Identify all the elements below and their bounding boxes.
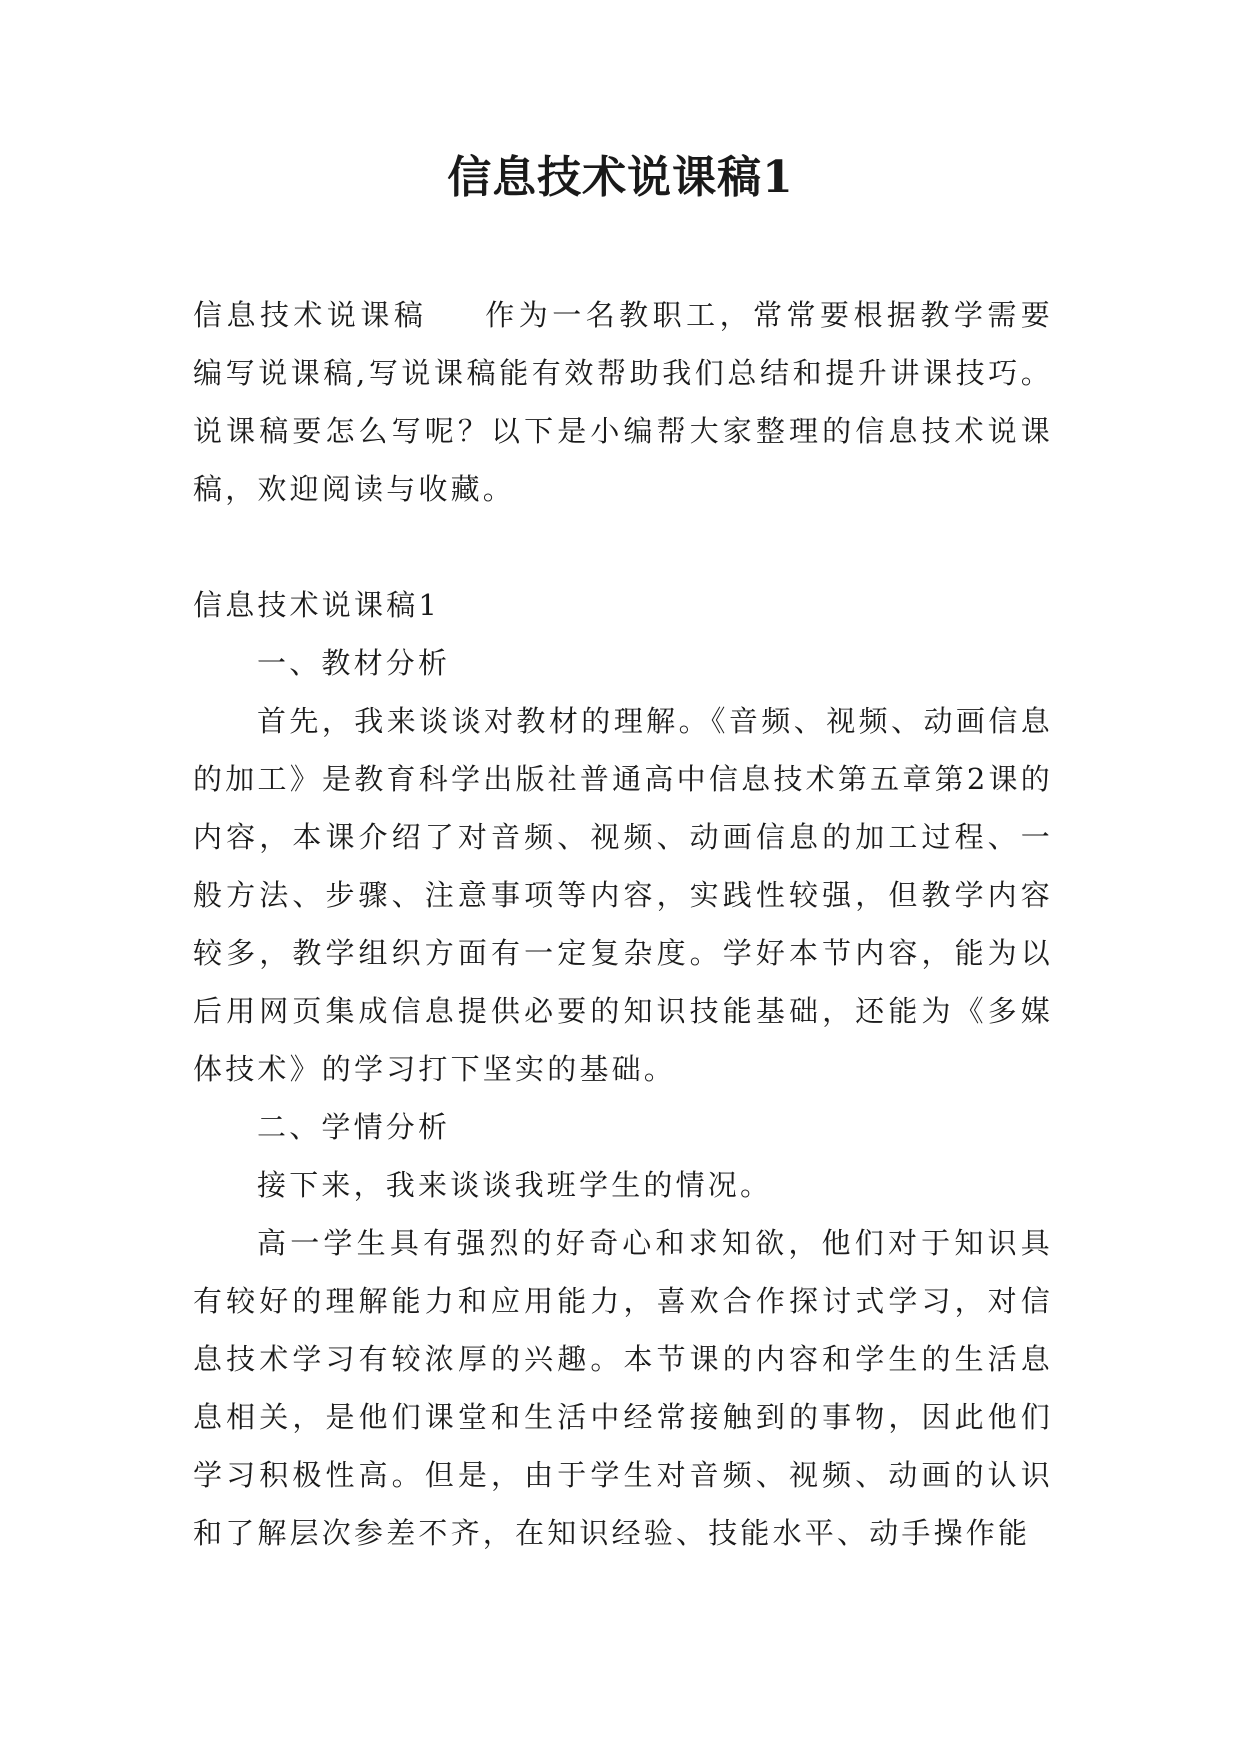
intro-text: 作为一名教职工，常常要根据教学需要编写说课稿,写说课稿能有效帮助我们总结和提升讲课技巧。说课稿要怎么写呢？以下是小编帮大家整理的信息技术说课稿，欢迎阅读与收藏。 — [193, 298, 1054, 506]
part2-intro-paragraph: 接下来，我来谈谈我班学生的情况。 — [257, 1168, 773, 1202]
document-body — [193, 286, 1053, 1562]
intro-paragraph — [193, 286, 1053, 518]
part1-paragraph: 首先，我来谈谈对教材的理解。《音频、视频、动画信息的加工》是教育科学出版社普通高中信息技术第五章第2课的内容，本课介绍了对音频、视频、动画信息的加工过程、一般方法、步骤、注意事项等内容，实践性较强，但教学内容较多，教学组织方面有一定复杂度。学好本节内容，能为以后用网页集成信息提供必要的知识技能基础，还能为《多媒体技术》的学习打下坚实的基础。 — [193, 704, 1053, 1086]
part2-heading: 二、学情分析 — [257, 1110, 451, 1144]
part2-paragraph: 高一学生具有强烈的好奇心和求知欲，他们对于知识具有较好的理解能力和应用能力，喜欢合作探讨式学习，对信息技术学习有较浓厚的兴趣。本节课的内容和学生的生活息息相关，是他们课堂和生活中经常接触到的事物，因此他们学习积极性高。但是，由于学生对音频、视频、动画的认识和了解层次参差不齐，在知识经验、技能水平、动手操作能 — [193, 1226, 1053, 1550]
document-title: 信息技术说课稿1 — [447, 152, 794, 203]
intro-label: 信息技术说课稿 — [193, 298, 428, 332]
paragraph-gap — [193, 518, 1053, 576]
section-title: 信息技术说课稿1 — [193, 588, 441, 622]
part1-heading: 一、教材分析 — [257, 646, 451, 680]
